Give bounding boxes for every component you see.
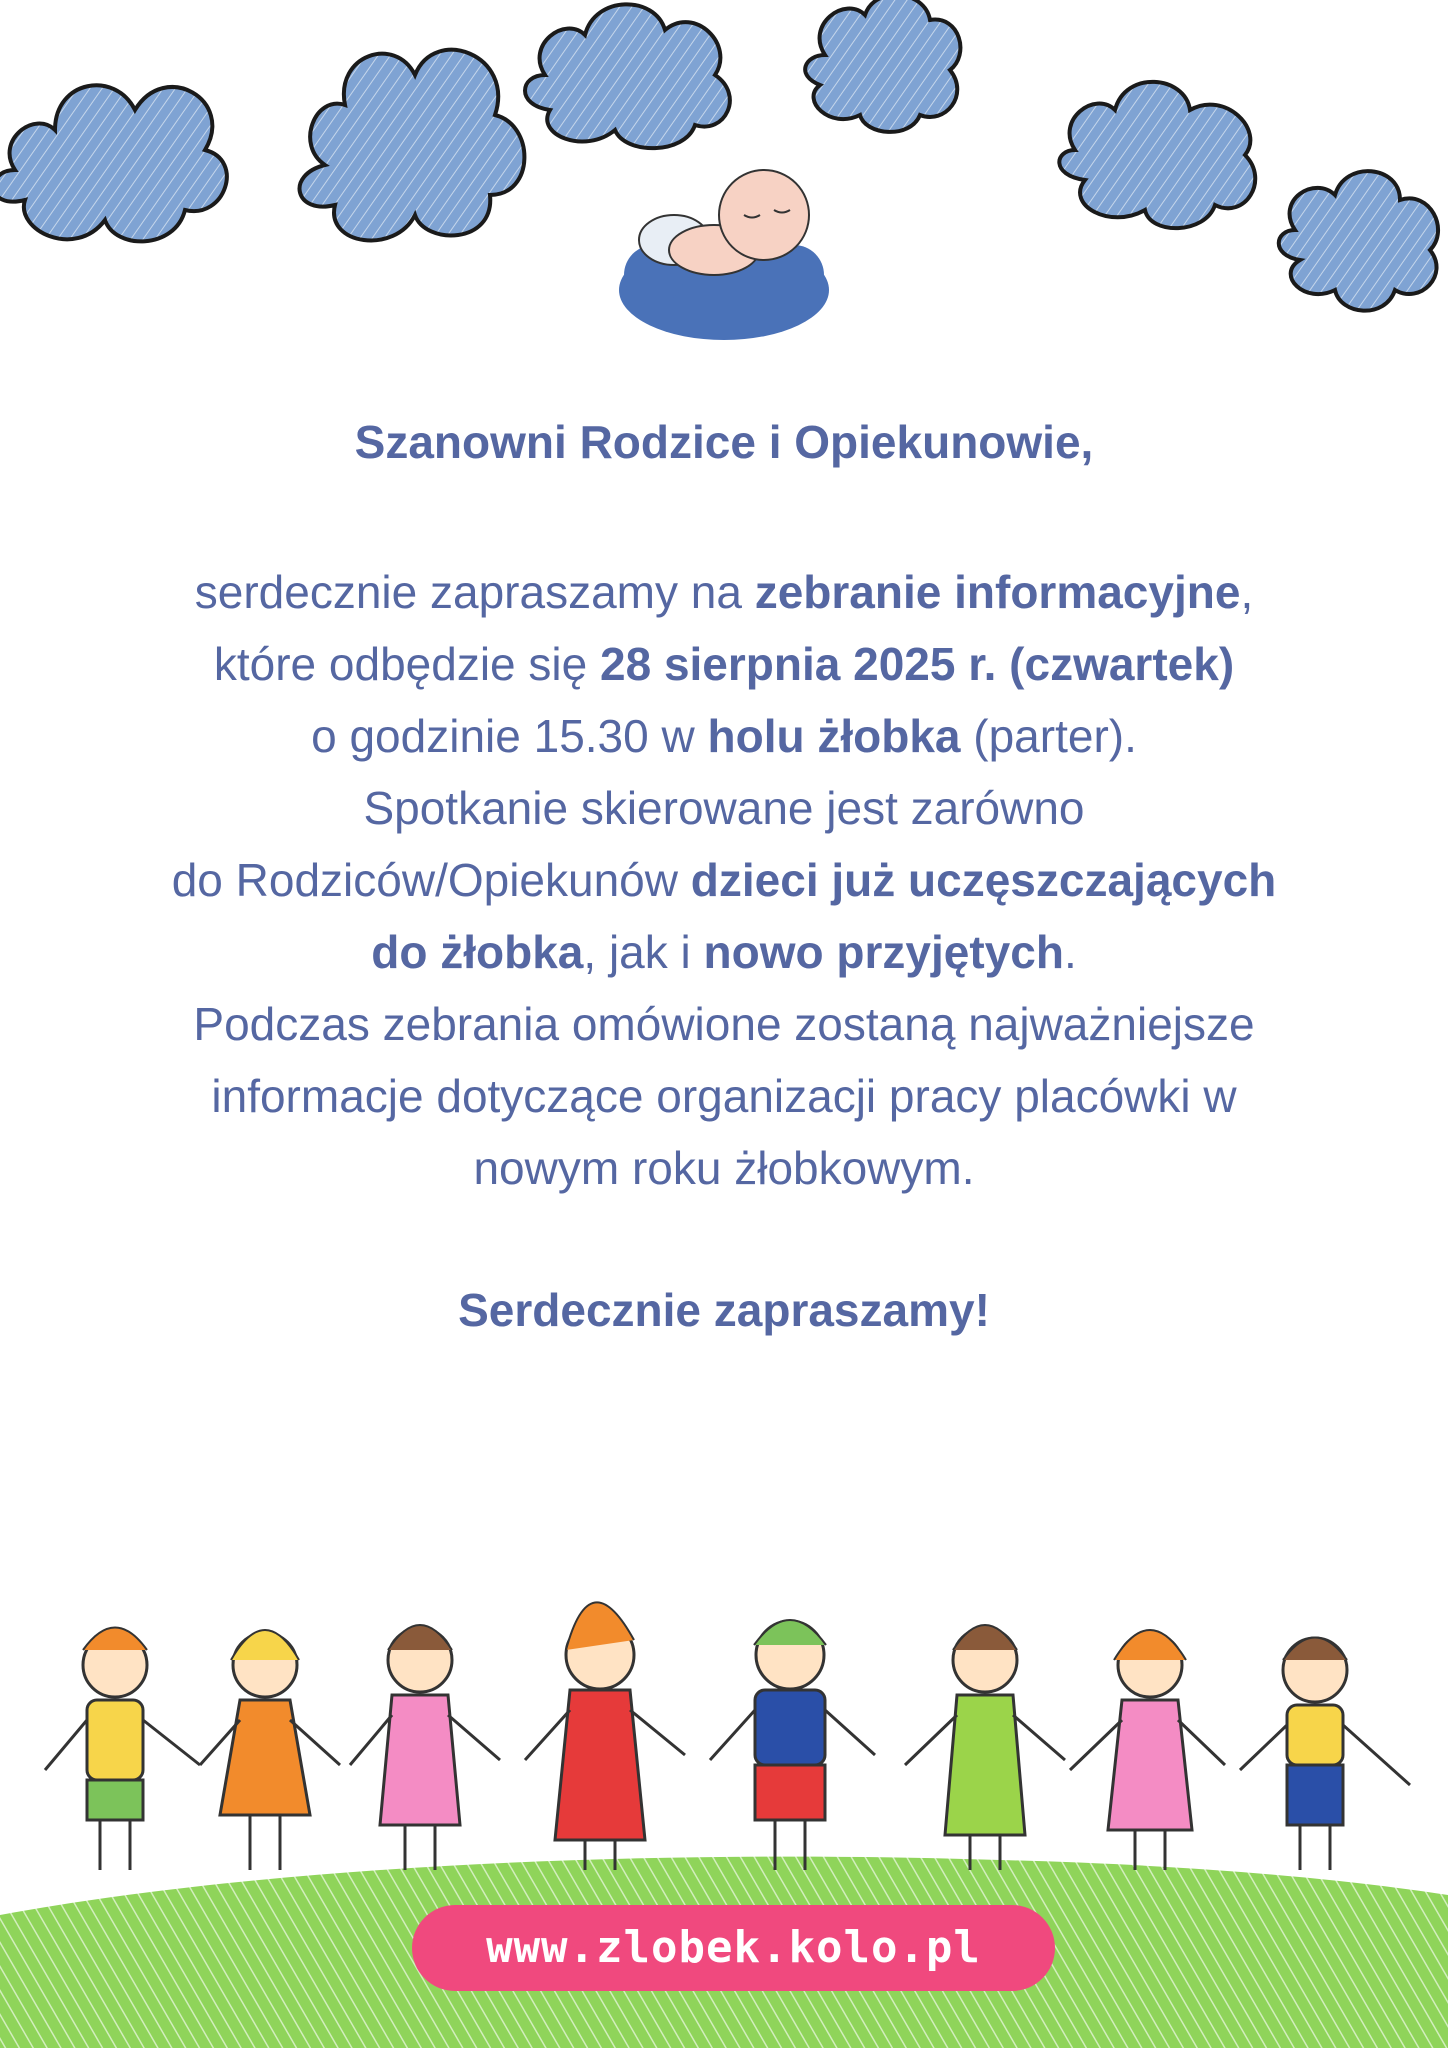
body-line: Spotkanie skierowane jest zarówno — [363, 782, 1085, 834]
body-line: serdecznie zapraszamy na zebranie informacyjne, — [194, 566, 1254, 618]
body-line: o godzinie 15.30 w holu żłobka (parter). — [311, 710, 1137, 762]
body-line: informacje dotyczące organizacji pracy placówki w — [211, 1070, 1237, 1122]
child-figure — [350, 1625, 500, 1870]
child-figure — [710, 1620, 875, 1870]
cloud-icon — [300, 50, 525, 241]
greeting-heading: Szanowni Rodzice i Opiekunowie, — [354, 416, 1094, 468]
body-line: Podczas zebrania omówione zostaną najważniejsze — [193, 998, 1255, 1050]
body-line: do Rodziców/Opiekunów dzieci już uczęszczających — [171, 854, 1277, 906]
invitation-body — [0, 556, 1448, 1204]
child-figure — [905, 1625, 1065, 1870]
cloud-icon — [1279, 171, 1438, 311]
website-link[interactable]: www.zlobek.kolo.pl — [412, 1905, 1055, 1991]
body-line: nowym roku żłobkowym. — [473, 1142, 975, 1194]
cloud-icon — [1059, 82, 1255, 228]
child-figure — [1070, 1630, 1225, 1870]
cloud-icon — [805, 0, 960, 132]
child-figure — [200, 1630, 340, 1870]
closing-line: Serdecznie zapraszamy! — [458, 1284, 990, 1336]
child-figure — [1240, 1638, 1410, 1871]
cloud-icon — [525, 4, 730, 148]
sleeping-baby-icon — [619, 170, 829, 340]
body-line: które odbędzie się 28 sierpnia 2025 r. (czwartek) — [213, 638, 1235, 690]
child-figure — [525, 1602, 685, 1870]
cloud-icon — [0, 85, 227, 241]
body-line: do żłobka, jak i nowo przyjętych. — [371, 926, 1077, 978]
child-figure — [45, 1628, 200, 1871]
